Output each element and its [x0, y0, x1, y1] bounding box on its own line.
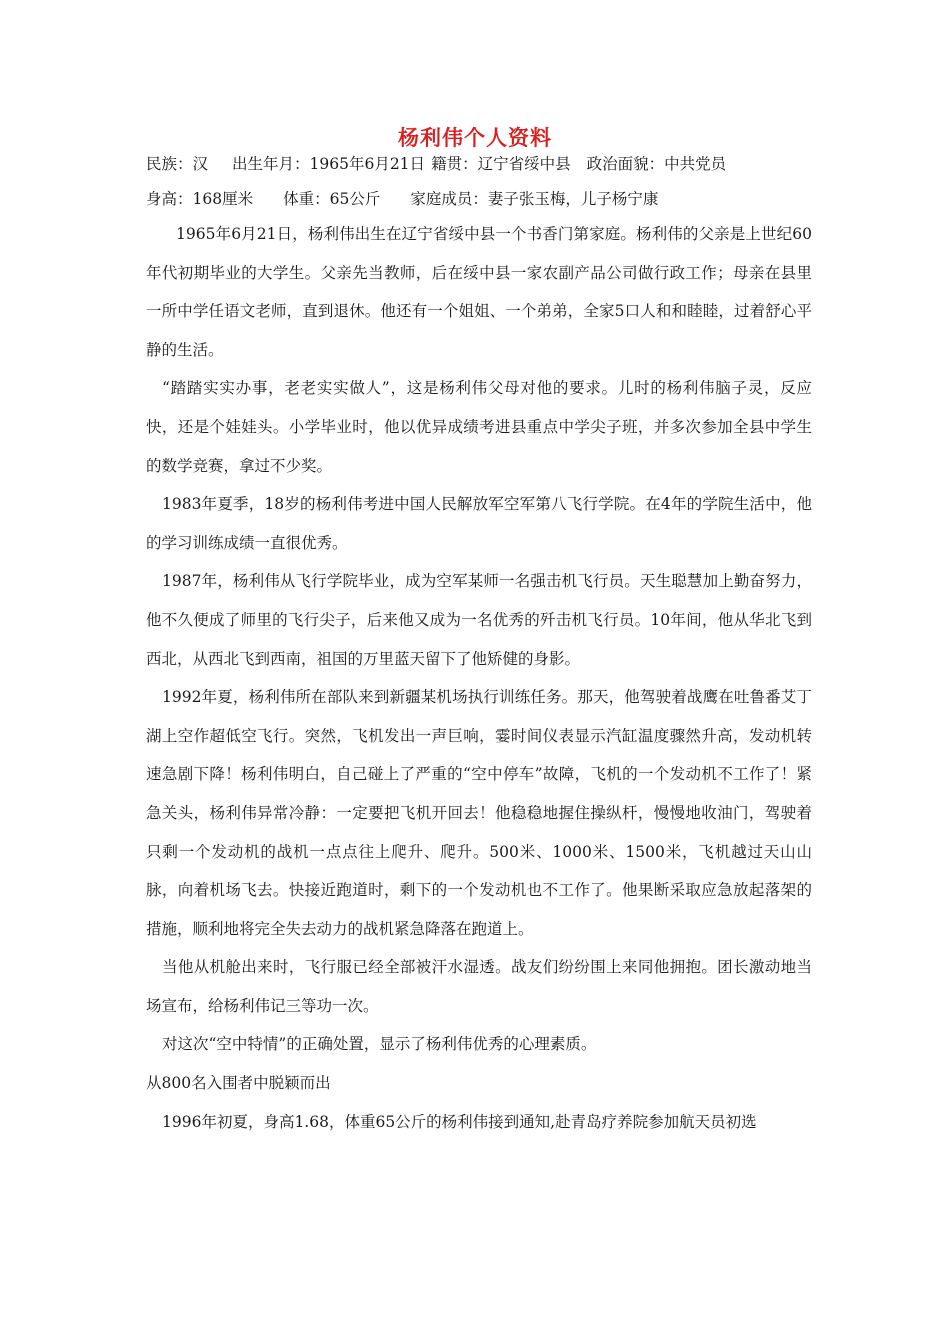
family-field: 家庭成员：妻子张玉梅，儿子杨宁康 — [410, 190, 659, 208]
ethnicity-field: 民族：汉 — [146, 155, 209, 173]
paragraph-selection: 1996年初夏，身高1.68，体重65公斤的杨利伟接到通知,赴青岛疗养院参加航天员初选 — [162, 1112, 757, 1131]
paragraph-emergency: 1992年夏，杨利伟所在部队来到新疆某机场执行训练任务。那天，他驾驶着战鹰在吐鲁番艾丁湖上空作超低空飞行。突然，飞机发出一声巨响，霎时间仪表显示汽缸温度骤然升高，发动机转速急剧下降！杨利伟明白，自己碰上了严重的“空中停车”故障，飞机的一个发动机不工作了！紧急关头，杨利伟异常冷静：一定要把飞机开回去！他稳稳地握住操纵杆，慢慢地收油门，驾驶着只剩一个发动机的战机一点点往上爬升、爬升。500米、1000米、1500米，飞机越过天山山脉，向着机场飞去。快接近跑道时，剩下的一个发动机也不工作了。他果断采取应急放起落架的措施，顺利地将完全失去动力的战机紧急降落在跑道上。 — [146, 688, 812, 938]
paragraph-pilot: 1987年，杨利伟从飞行学院毕业，成为空军某师一名强击机飞行员。天生聪慧加上勤奋努力，他不久便成了师里的飞行尖子，后来他又成为一名优秀的歼击机飞行员。10年间，他从华北飞到西北，从西北飞到西南，祖国的万里蓝天留下了他矫健的身影。 — [146, 572, 812, 668]
info-line-1 — [146, 152, 826, 174]
paragraph-quality: 对这次“空中特情”的正确处置，显示了杨利伟优秀的心理素质。 — [162, 1035, 597, 1054]
hometown-field: 籍贯：辽宁省绥中县 — [431, 155, 571, 173]
info-line-2 — [146, 187, 826, 209]
birth-field: 出生年月：1965年6月21日 — [232, 155, 426, 173]
weight-field: 体重：65公斤 — [283, 190, 381, 208]
height-field: 身高：168厘米 — [146, 190, 254, 208]
paragraph-childhood: “踏踏实实办事，老老实实做人”，这是杨利伟父母对他的要求。儿时的杨利伟脑子灵，反应快，还是个娃娃头。小学毕业时，他以优异成绩考进县重点中学尖子班，并多次参加全县中学生的数学竞赛，拿过不少奖。 — [146, 379, 812, 475]
paragraph-academy: 1983年夏季，18岁的杨利伟考进中国人民解放军空军第八飞行学院。在4年的学院生活中，他的学习训练成绩一直很优秀。 — [146, 495, 812, 552]
paragraph-birth: 1965年6月21日，杨利伟出生在辽宁省绥中县一个书香门第家庭。杨利伟的父亲是上世纪60年代初期毕业的大学生。父亲先当教师，后在绥中县一家农副产品公司做行政工作；母亲在县里一所中学任语文老师，直到退休。他还有一个姐姐、一个弟弟，全家5口人和和睦睦，过着舒心平静的生活。 — [146, 225, 812, 359]
document-title: 杨利伟个人资料 — [398, 126, 552, 150]
document-body — [146, 215, 812, 1141]
paragraph-landing: 当他从机舱出来时，飞行服已经全部被汗水湿透。战友们纷纷围上来同他拥抱。团长激动地当场宣布，给杨利伟记三等功一次。 — [146, 958, 812, 1015]
section-subheading: 从800名入围者中脱颖而出 — [146, 1074, 331, 1093]
politics-field: 政治面貌：中共党员 — [586, 155, 727, 173]
